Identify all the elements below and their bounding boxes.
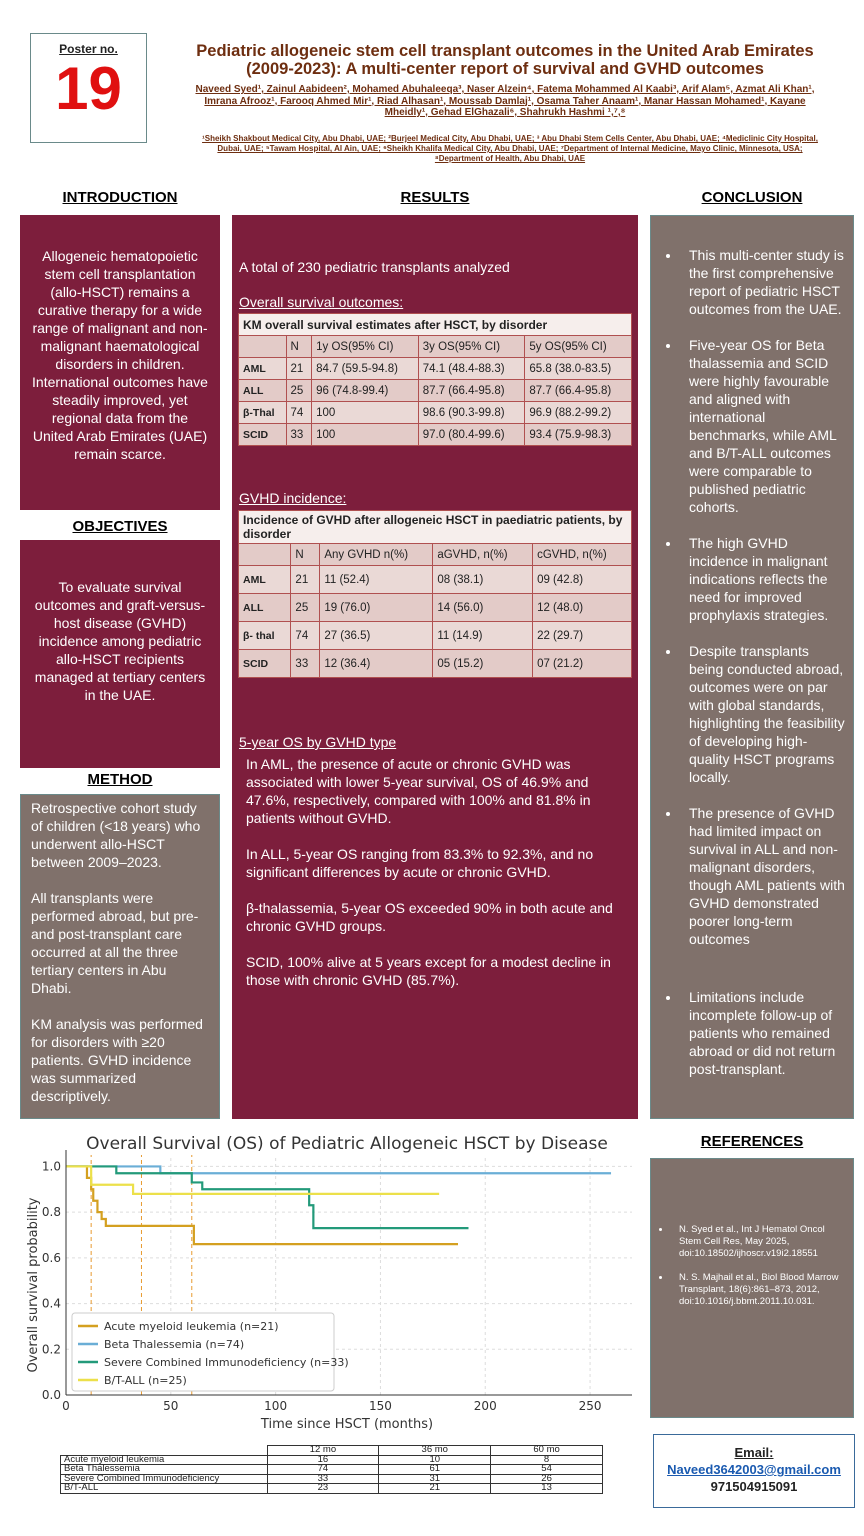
y-tick-label: 0.4 <box>41 1296 61 1311</box>
os-gvhd-all: In ALL, 5-year OS ranging from 83.3% to 92.3%, and no significant differences by acute or chronic GVHD. <box>246 846 594 880</box>
risk-header-cell: 12 mo <box>267 1446 379 1456</box>
x-axis-label: Time since HSCT (months) <box>260 1417 434 1432</box>
introduction-text: Allogeneic hematopoietic stem cell transplantation (allo-HSCT) remains a curative therapy for a wide range of malignant and non-malignant haematological disorders in children. International outcomes have steadily improved, yet regional data from the United Arab Emirates (UAE) remain scarce. <box>32 248 208 462</box>
table-cell: 14 (56.0) <box>433 594 533 622</box>
email-label: Email: <box>734 1445 774 1460</box>
os-header-cell <box>239 336 287 358</box>
gvhd-table-caption: Incidence of GVHD after allogeneic HSCT in paediatric patients, by disorder <box>239 511 632 544</box>
table-cell: 54 <box>491 1465 603 1475</box>
y-tick-label: 0.2 <box>41 1342 61 1357</box>
affiliations: ¹Sheikh Shakbout Medical City, Abu Dhabi, UAE; ²Burjeel Medical City, Abu Dhabi, UAE; ³ Abu Dhabi Stem Cells Center, Abu Dhabi, UAE; ⁴Mediclinic City Hospital, Dubai, UAE; ⁵Tawam Hospital, Al Ain, UAE; ⁶Sheikh Khalifa Medical City, Abu Dhabi, UAE; ⁷Department of Internal Medicine, Mayo Clinic, Minnesota, USA; ⁸Department of Health, Abu Dhabi, UAE <box>202 134 818 163</box>
table-row <box>239 380 632 402</box>
y-tick-label: 0.8 <box>41 1205 61 1220</box>
table-row <box>239 358 632 380</box>
x-tick-label: 200 <box>473 1399 497 1413</box>
x-tick-label: 150 <box>368 1399 392 1413</box>
os-table <box>238 313 632 446</box>
chart-title: Overall Survival (OS) of Pediatric Allogeneic HSCT by Disease <box>86 1134 608 1154</box>
legend-label: Severe Combined Immunodeficiency (n=33) <box>104 1356 349 1369</box>
introduction-panel <box>20 215 220 510</box>
table-cell: 97.0 (80.4-99.6) <box>418 424 525 446</box>
survival-curve <box>66 1166 458 1244</box>
total-transplants: A total of 230 pediatric transplants analyzed <box>239 259 510 275</box>
table-row <box>61 1455 603 1465</box>
os-header-cell: 5y OS(95% CI) <box>525 336 632 358</box>
table-cell: 13 <box>491 1484 603 1494</box>
table-cell: 74 <box>291 622 320 650</box>
row-label: SCID <box>239 650 291 678</box>
phone-number: 971504915091 <box>710 1479 798 1494</box>
table-row <box>239 650 632 678</box>
row-label: ALL <box>239 594 291 622</box>
contact-box <box>653 1434 855 1508</box>
table-cell: 61 <box>379 1465 491 1475</box>
table-cell: 33 <box>267 1474 379 1484</box>
table-cell: 65.8 (38.0-83.5) <box>525 358 632 380</box>
y-tick-label: 1.0 <box>41 1159 61 1174</box>
x-tick-label: 250 <box>578 1399 602 1413</box>
table-cell: 87.7 (66.4-95.8) <box>525 380 632 402</box>
objectives-panel <box>20 540 220 768</box>
os-table-caption: KM overall survival estimates after HSCT, by disorder <box>239 314 632 336</box>
os-gvhd-scid: SCID, 100% alive at 5 years except for a modest decline in those with chronic GVHD (85.7%). <box>246 954 611 988</box>
gvhd-subheading: GVHD incidence: <box>239 490 347 506</box>
method-panel <box>20 794 220 1119</box>
table-cell: 21 <box>291 566 320 594</box>
os-gvhd-subheading: 5-year OS by GVHD type <box>239 734 397 750</box>
row-label: SCID <box>239 424 287 446</box>
table-cell: 87.7 (66.4-95.8) <box>418 380 525 402</box>
table-cell: 05 (15.2) <box>433 650 533 678</box>
title-line-1: Pediatric allogeneic stem cell transplant outcomes in the United Arab Emirates <box>196 42 814 60</box>
table-cell: 12 (36.4) <box>320 650 433 678</box>
table-cell: 07 (21.2) <box>533 650 632 678</box>
table-row <box>239 566 632 594</box>
poster-number: 19 <box>55 55 122 122</box>
table-row <box>61 1474 603 1484</box>
table-cell: 74.1 (48.4-88.3) <box>418 358 525 380</box>
survival-chart <box>20 1125 640 1435</box>
os-gvhd-aml: In AML, the presence of acute or chronic GVHD was associated with lower 5-year survival, OS of 46.9% and 47.6%, respectively, compared with 100% and 81.8% in patients without GVHD. <box>246 756 591 826</box>
survival-curve <box>66 1166 468 1228</box>
risk-header-cell: 36 mo <box>379 1446 491 1456</box>
row-label: β-Thal <box>239 402 287 424</box>
results-heading: RESULTS <box>400 189 470 206</box>
row-label: AML <box>239 358 287 380</box>
email-link[interactable]: Naveed3642003@gmail.com <box>667 1462 841 1477</box>
table-row <box>61 1484 603 1494</box>
table-cell: 33 <box>291 650 320 678</box>
row-label: ALL <box>239 380 287 402</box>
poster-title <box>160 42 850 78</box>
table-cell: 08 (38.1) <box>433 566 533 594</box>
conclusion-list <box>659 246 845 1078</box>
table-cell: 74 <box>267 1465 379 1475</box>
gvhd-header-cell: cGVHD, n(%) <box>533 544 632 566</box>
y-axis-label: Overall survival probability <box>26 1197 41 1373</box>
risk-header-cell: 60 mo <box>491 1446 603 1456</box>
legend-label: Acute myeloid leukemia (n=21) <box>104 1320 279 1333</box>
poster-label: Poster no. <box>59 42 118 56</box>
os-subheading: Overall survival outcomes: <box>239 294 404 310</box>
y-tick-label: 0.6 <box>41 1250 61 1265</box>
os-header-cell: 3y OS(95% CI) <box>418 336 525 358</box>
references-heading: REFERENCES <box>700 1133 804 1150</box>
table-cell: 11 (52.4) <box>320 566 433 594</box>
conclusion-panel <box>650 215 854 1119</box>
table-cell: 23 <box>267 1484 379 1494</box>
list-item: • N. Syed et al., Int J Hematol Oncol Stem Cell Res, May 2025, doi:10.18502/ijhoscr.v19i2.18551 <box>671 1224 845 1260</box>
table-cell: 100 <box>312 424 419 446</box>
table-cell: 98.6 (90.3-99.8) <box>418 402 525 424</box>
row-label: Acute myeloid leukemia <box>61 1455 268 1465</box>
table-cell: 12 (48.0) <box>533 594 632 622</box>
conclusion-heading: CONCLUSION <box>701 189 803 206</box>
results-panel <box>232 215 638 1119</box>
list-item: • The presence of GVHD had limited impact on survival in ALL and non-malignant disorders, though AML patients with GVHD demonstrated poorer long-term outcomes <box>681 804 845 948</box>
x-tick-label: 50 <box>163 1399 179 1413</box>
table-cell: 26 <box>491 1474 603 1484</box>
gvhd-header-cell: aGVHD, n(%) <box>433 544 533 566</box>
table-cell: 21 <box>379 1484 491 1494</box>
table-cell: 16 <box>267 1455 379 1465</box>
table-cell: 74 <box>286 402 312 424</box>
gvhd-header-cell: N <box>291 544 320 566</box>
table-row <box>239 594 632 622</box>
table-cell: 11 (14.9) <box>433 622 533 650</box>
list-item: • Despite transplants being conducted abroad, outcomes were on par with global standards, highlighting the feasibility of developing high-quality HSCT programs locally. <box>681 642 845 786</box>
poster-number-box <box>30 33 147 143</box>
method-paragraph-3: KM analysis was performed for disorders with ≥20 patients. GVHD incidence was summarized descriptively. <box>31 1016 203 1104</box>
row-label: B/T-ALL <box>61 1484 268 1494</box>
table-cell: 93.4 (75.9-98.3) <box>525 424 632 446</box>
objectives-text: To evaluate survival outcomes and graft-versus-host disease (GVHD) incidence among pediatric allo-HSCT recipients managed at tertiary centers in the UAE. <box>34 579 206 703</box>
os-table-header-row <box>239 336 632 358</box>
table-row <box>239 402 632 424</box>
title-line-2: (2009-2023): A multi-center report of survival and GVHD outcomes <box>246 60 764 78</box>
legend-label: Beta Thalessemia (n=74) <box>104 1338 245 1351</box>
table-cell: 84.7 (59.5-94.8) <box>312 358 419 380</box>
os-gvhd-text <box>246 755 626 989</box>
os-gvhd-thal: β-thalassemia, 5-year OS exceeded 90% in both acute and chronic GVHD groups. <box>246 900 613 934</box>
table-cell: 100 <box>312 402 419 424</box>
introduction-heading: INTRODUCTION <box>62 189 178 206</box>
table-cell: 19 (76.0) <box>320 594 433 622</box>
legend-label: B/T-ALL (n=25) <box>104 1374 187 1387</box>
references-panel <box>650 1158 854 1418</box>
gvhd-header-cell: Any GVHD n(%) <box>320 544 433 566</box>
list-item: • The high GVHD incidence in malignant indications reflects the need for improved prophylaxis strategies. <box>681 534 845 624</box>
method-paragraph-2: All transplants were performed abroad, but pre- and post-transplant care occurred at all the three tertiary centers in Abu Dhabi. <box>31 890 199 996</box>
table-cell: 22 (29.7) <box>533 622 632 650</box>
table-cell: 21 <box>286 358 312 380</box>
gvhd-header-cell <box>239 544 291 566</box>
author-list: Naveed Syed¹, Zainul Aabideen², Mohamed Abuhaleeqa³, Naser Alzein⁴, Fatema Mohammed Al Kaabi³, Arif Alam⁵, Azmat Ali Khan¹, Imrana Afrooz¹, Farooq Ahmed Mir¹, Riad Alhasan¹, Moussab Damlaj¹, Osama Taher Anaam¹, Manar Hassan Mohamed¹, Kayane Mheidly¹, Gehad ElGhazali⁶, Shahrukh Hashmi ¹,⁷,⁸ <box>195 84 815 118</box>
method-heading: METHOD <box>87 771 153 788</box>
row-label: AML <box>239 566 291 594</box>
x-tick-label: 100 <box>264 1399 288 1413</box>
table-cell: 33 <box>286 424 312 446</box>
row-label: Severe Combined Immunodeficiency <box>61 1474 268 1484</box>
os-header-cell: N <box>286 336 312 358</box>
risk-table <box>60 1445 603 1494</box>
gvhd-table-header-row <box>239 544 632 566</box>
os-header-cell: 1y OS(95% CI) <box>312 336 419 358</box>
table-cell: 25 <box>291 594 320 622</box>
table-row <box>239 622 632 650</box>
references-list <box>657 1224 845 1308</box>
row-label: β- thal <box>239 622 291 650</box>
list-item: • Limitations include incomplete follow-up of patients who remained abroad or did not return post-transplant. <box>681 988 845 1078</box>
list-item: • Five-year OS for Beta thalassemia and SCID were highly favourable and aligned with international benchmarks, while AML and B/T-ALL outcomes were comparable to published pediatric cohorts. <box>681 336 845 516</box>
list-item: • This multi-center study is the first comprehensive report of pediatric HSCT outcomes from the UAE. <box>681 246 845 318</box>
gvhd-table <box>238 510 632 678</box>
y-tick-label: 0.0 <box>41 1388 61 1402</box>
objectives-heading: OBJECTIVES <box>72 518 168 535</box>
table-cell: 31 <box>379 1474 491 1484</box>
table-cell: 25 <box>286 380 312 402</box>
method-paragraph-1: Retrospective cohort study of children (<18 years) who underwent allo-HSCT between 2009–2023. <box>31 800 201 870</box>
table-row <box>239 424 632 446</box>
table-cell: 96 (74.8-99.4) <box>312 380 419 402</box>
table-cell: 96.9 (88.2-99.2) <box>525 402 632 424</box>
table-cell: 09 (42.8) <box>533 566 632 594</box>
row-label: Beta Thalessemia <box>61 1465 268 1475</box>
x-tick-label: 0 <box>62 1399 70 1413</box>
list-item: • N. S. Majhail et al., Biol Blood Marrow Transplant, 18(6):861–873, 2012, doi:10.1016/j.bbmt.2011.10.031. <box>671 1272 845 1308</box>
table-cell: 10 <box>379 1455 491 1465</box>
table-cell: 8 <box>491 1455 603 1465</box>
table-cell: 27 (36.5) <box>320 622 433 650</box>
